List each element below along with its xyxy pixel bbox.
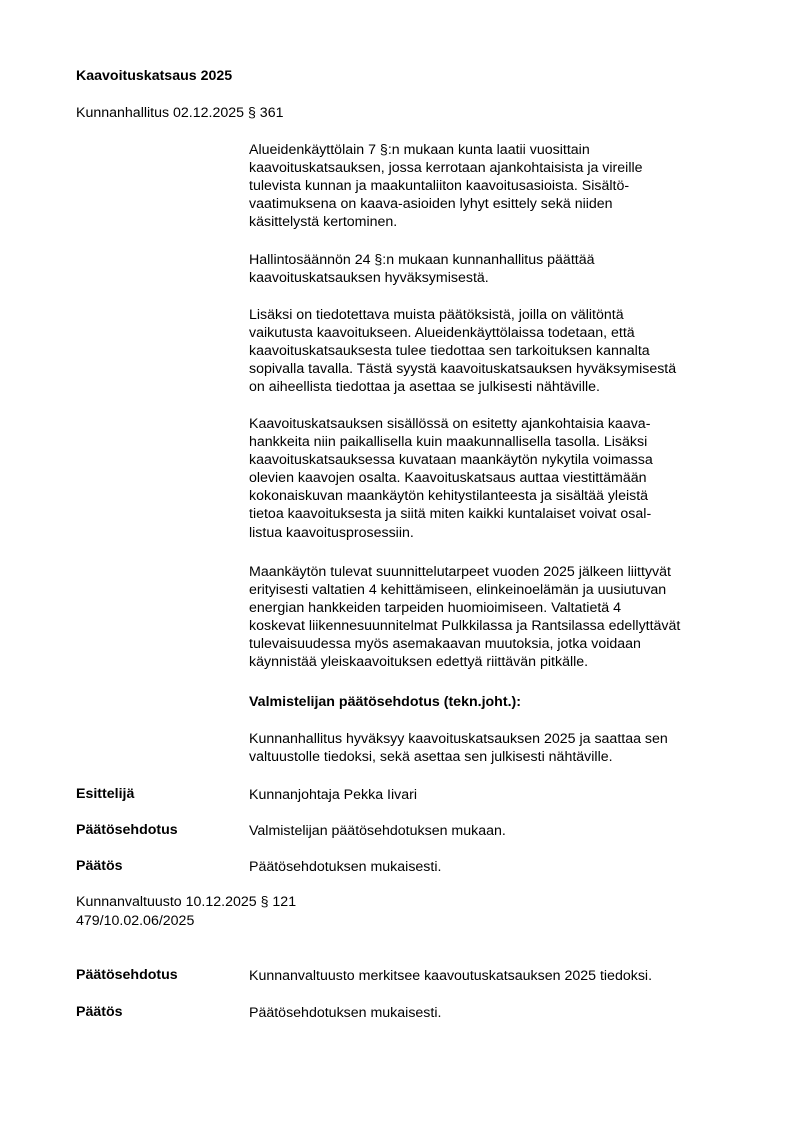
text-line: hankkeita niin paikallisella kuin maakunnallisella tasolla. Lisäksi [249, 434, 648, 451]
row-value-decision: Päätösehdotuksen mukaisesti. [249, 859, 442, 875]
text-line: on aiheellista tiedottaa ja asettaa se julkisesti nähtäville. [249, 379, 600, 396]
row-value-council-decision: Päätösehdotuksen mukaisesti. [249, 1005, 442, 1021]
text-line: käsittelystä kertominen. [249, 214, 398, 231]
text-line: käynnistää yleiskaavoituksen edettyä riittävän pitkälle. [249, 654, 589, 671]
meeting-header-board: Kunnanhallitus 02.12.2025 § 361 [76, 105, 284, 121]
text-line: Kunnanhallitus hyväksyy kaavoituskatsauksen 2025 ja saattaa sen [249, 731, 668, 747]
text-line: sopivalla tavalla. Tästä syystä kaavoituskatsauksen hyväksymisestä [249, 361, 677, 378]
row-label-council-decision: Päätös [76, 1004, 123, 1020]
text-line: Lisäksi on tiedotettava muista päätöksistä, joilla on välitöntä [249, 307, 624, 323]
text-line: kaavoituskatsauksesta tulee tiedottaa sen tarkoituksen kannalta [249, 343, 650, 360]
text-line: valtuustolle tiedoksi, sekä asettaa sen julkisesti nähtäville. [249, 749, 613, 766]
row-value-proposal: Valmistelijan päätösehdotuksen mukaan. [249, 823, 506, 839]
row-label-proposal: Päätösehdotus [76, 822, 178, 838]
row-label-council-proposal: Päätösehdotus [76, 967, 178, 983]
text-line: kokonaiskuvan maankäytön kehitystilanteesta ja sisältää yleistä [249, 488, 649, 505]
text-line: koskevat liikennesuunnitelmat Pulkkilassa ja Rantsilassa edellyttävät [249, 618, 681, 635]
text-line: listua kaavoitusprosessiin. [249, 524, 414, 541]
row-label-decision: Päätös [76, 858, 123, 874]
row-value-presenter: Kunnanjohtaja Pekka Iivari [249, 787, 417, 803]
paragraph-1 [249, 141, 749, 231]
text-line: kaavoituskatsauksessa kuvataan maankäytön nykytila voimassa [249, 452, 653, 469]
document-title: Kaavoituskatsaus 2025 [76, 68, 233, 84]
text-line: vaikutusta kaavoitukseen. Alueidenkäyttölaissa todetaan, että [249, 325, 635, 342]
row-label-presenter: Esittelijä [76, 786, 135, 802]
text-line: energian hankkeiden tarpeiden huomioimiseen. Valtatietä 4 [249, 600, 622, 617]
text-line: erityisesti valtatien 4 kehittämiseen, elinkeinoelämän ja uusiutuvan [249, 582, 667, 599]
row-value-council-proposal: Kunnanvaltuusto merkitsee kaavoutuskatsauksen 2025 tiedoksi. [249, 968, 653, 984]
paragraph-4 [249, 415, 749, 542]
paragraph-5 [249, 563, 749, 672]
paragraph-2 [249, 251, 749, 287]
record-number: 479/10.02.06/2025 [76, 913, 195, 929]
text-line: tulevista kunnan ja maakuntaliiton kaavoitusasioista. Sisältö- [249, 178, 630, 195]
text-line: Kaavoituskatsauksen sisällössä on esitetty ajankohtaisia kaava- [249, 416, 651, 432]
text-line: tulevaisuudessa myös asemakaavan muutoksia, jotka voidaan [249, 636, 641, 653]
proposal-heading: Valmistelijan päätösehdotus (tekn.joht.): [249, 694, 521, 710]
text-line: vaatimuksena on kaava-asioiden lyhyt esittely sekä niiden [249, 196, 613, 213]
text-line: olevien kaavojen osalta. Kaavoituskatsaus auttaa viestittämään [249, 470, 647, 487]
text-line: kaavoituskatsauksen, jossa kerrotaan ajankohtaisista ja vireille [249, 160, 643, 177]
text-line: tietoa kaavoituksesta ja siitä miten kaikki kuntalaiset voivat osal- [249, 506, 652, 523]
text-line: kaavoituskatsauksen hyväksymisestä. [249, 270, 489, 287]
text-line: Alueidenkäyttölain 7 §:n mukaan kunta laatii vuosittain [249, 142, 590, 158]
text-line: Maankäytön tulevat suunnittelutarpeet vuoden 2025 jälkeen liittyvät [249, 564, 671, 580]
proposal-text [249, 730, 749, 766]
text-line: Hallintosäännön 24 §:n mukaan kunnanhallitus päättää [249, 252, 595, 268]
paragraph-3 [249, 306, 749, 396]
meeting-header-council: Kunnanvaltuusto 10.12.2025 § 121 [76, 894, 297, 910]
